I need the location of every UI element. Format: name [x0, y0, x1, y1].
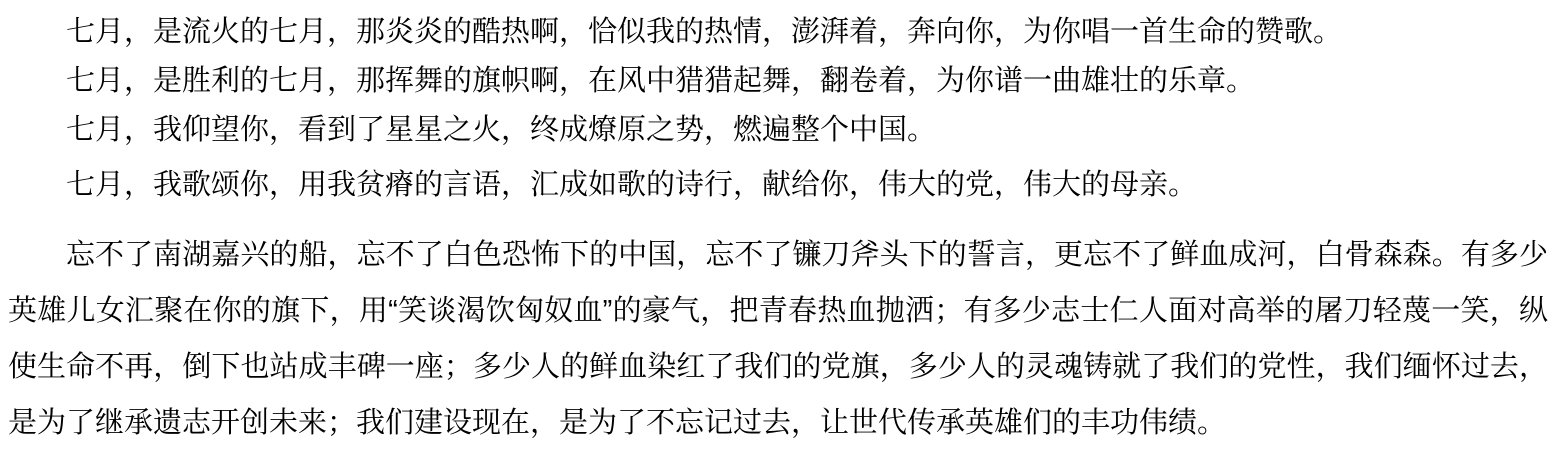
body-paragraph: 忘不了南湖嘉兴的船，忘不了白色恐怖下的中国，忘不了镰刀斧头下的誓言，更忘不了鲜血成河，白骨森森。有多少英雄儿女汇聚在你的旗下，用“笑谈渴饮匈奴血”的豪气，把青春热血抛洒；有多少志士仁人面对高举的屠刀轻蔑一笑，纵使生命不再，倒下也站成丰碑一座；多少人的鲜血染红了我们的党旗，多少人的灵魂铸就了我们的党性，我们缅怀过去，是为了继承遗志开创未来；我们建设现在，是为了不忘记过去，让世代传承英雄们的丰功伟绩。 [8, 239, 1548, 439]
poem-paragraph-2: 七月，是胜利的七月，那挥舞的旗帜啊，在风中猎猎起舞，翻卷着，为你谱一曲雄壮的乐章。 [66, 65, 1256, 97]
document-page [8, 8, 1548, 466]
poem-paragraph-1: 七月，是流火的七月，那炎炎的酷热啊，恰似我的热情，澎湃着，奔向你，为你唱一首生命的赞歌。 [66, 16, 1343, 48]
poem-paragraph-4: 七月，我歌颂你，用我贫瘠的言语，汇成如歌的诗行，献给你，伟大的党，伟大的母亲。 [66, 169, 1198, 201]
poem-paragraph-3: 七月，我仰望你，看到了星星之火，终成燎原之势，燃遍整个中国。 [66, 114, 937, 146]
poem-section [8, 8, 1548, 210]
